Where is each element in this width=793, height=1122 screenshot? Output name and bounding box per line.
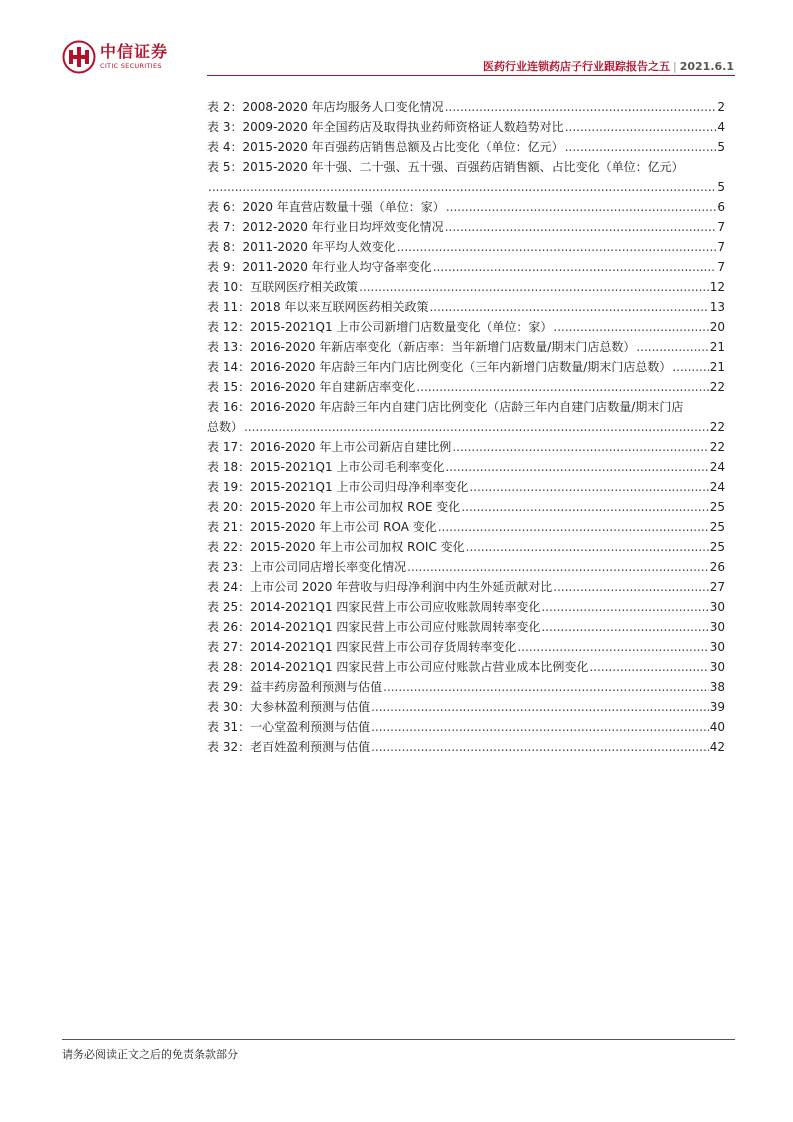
toc-entry-page: 5 — [717, 180, 725, 194]
toc-entry[interactable] — [207, 435, 725, 455]
toc-leader-dots — [359, 279, 709, 295]
toc-entry-label: 表 26：2014-2021Q1 四家民营上市公司应付账款周转率变化 — [207, 620, 541, 634]
toc-entry-label: 表 23：上市公司同店增长率变化情况 — [207, 560, 407, 574]
toc-leader-dots — [466, 539, 709, 555]
toc-leader-dots — [452, 439, 708, 455]
toc-leader-dots — [397, 239, 717, 255]
logo-english-name: CITIC SECURITIES — [100, 62, 162, 71]
toc-entry[interactable] — [207, 255, 725, 275]
toc-entry-label: 表 19：2015-2021Q1 上市公司归母净利率变化 — [207, 480, 469, 494]
toc-entry[interactable] — [207, 555, 725, 575]
toc-entry[interactable] — [207, 475, 725, 495]
toc-entry-page: 12 — [709, 280, 725, 294]
toc-entry[interactable] — [207, 635, 725, 655]
toc-entry[interactable] — [207, 595, 725, 615]
toc-leader-dots — [445, 459, 708, 475]
toc-entry-page: 25 — [709, 520, 725, 534]
toc-leader-dots — [371, 699, 709, 715]
toc-leader-dots — [541, 619, 708, 635]
header-divider — [207, 75, 735, 76]
toc-leader-dots — [553, 579, 708, 595]
toc-entry[interactable] — [207, 715, 725, 735]
toc-entry-page: 30 — [709, 620, 725, 634]
toc-leader-dots — [565, 139, 717, 155]
toc-entry[interactable] — [207, 215, 725, 235]
toc-entry-label: 表 20：2015-2020 年上市公司加权 ROE 变化 — [207, 500, 461, 514]
toc-leader-dots — [244, 419, 709, 435]
toc-entry-label: 表 3：2009-2020 年全国药店及取得执业药师资格证人数趋势对比 — [207, 120, 564, 134]
toc-entry[interactable] — [207, 375, 725, 395]
toc-entry[interactable] — [207, 115, 725, 135]
toc-entry[interactable] — [207, 95, 725, 115]
toc-entry-label: 表 8：2011-2020 年平均人效变化 — [207, 240, 396, 254]
toc-leader-dots — [371, 739, 709, 755]
toc-leader-dots — [636, 339, 708, 355]
toc-entry-page: 24 — [709, 480, 725, 494]
toc-entry[interactable] — [207, 735, 725, 755]
toc-entry-page: 30 — [709, 640, 725, 654]
toc-leader-dots — [371, 719, 709, 735]
toc-leader-dots — [446, 199, 717, 215]
toc-entry-page: 21 — [709, 340, 725, 354]
toc-entry-label: 表 22：2015-2020 年上市公司加权 ROIC 变化 — [207, 540, 465, 554]
toc-entry-page: 38 — [709, 680, 725, 694]
toc-entry[interactable] — [207, 675, 725, 695]
toc-entry[interactable] — [207, 615, 725, 635]
toc-entry-page: 20 — [709, 320, 725, 334]
toc-entry-page: 13 — [709, 300, 725, 314]
toc-leader-dots — [208, 179, 716, 195]
toc-entry-label: 表 5：2015-2020 年十强、二十强、五十强、百强药店销售额、占比变化（单位：亿元） — [207, 160, 684, 174]
toc-entry-page: 2 — [717, 100, 725, 114]
toc-entry-label: 表 21：2015-2020 年上市公司 ROA 变化 — [207, 520, 437, 534]
citic-logo — [62, 40, 168, 74]
toc-entry-page: 24 — [709, 460, 725, 474]
toc-entry-page: 25 — [709, 540, 725, 554]
toc-entry-page: 4 — [717, 120, 725, 134]
toc-entry-label: 表 29：益丰药房盈利预测与估值 — [207, 680, 383, 694]
footer-disclaimer: 请务必阅读正文之后的免责条款部分 — [62, 1048, 238, 1061]
toc-entry-label: 表 28：2014-2021Q1 四家民营上市公司应付账款占营业成本比例变化 — [207, 660, 589, 674]
report-title: 医药行业连锁药店子行业跟踪报告之五 — [483, 60, 670, 73]
toc-entry[interactable] — [207, 315, 725, 335]
toc-entry-label: 表 6：2020 年直营店数量十强（单位：家） — [207, 200, 445, 214]
toc-entry-label: 表 14：2016-2020 年店龄三年内门店比例变化（三年内新增门店数量/期末门店总数） — [207, 360, 672, 374]
logo-chinese-name: 中信证券 — [100, 42, 169, 62]
page-header — [62, 40, 734, 74]
toc-entry-page: 7 — [717, 220, 725, 234]
toc-entry[interactable] — [207, 395, 725, 435]
toc-entry-label: 表 11：2018 年以来互联网医药相关政策 — [207, 300, 429, 314]
toc-entry[interactable] — [207, 655, 725, 675]
toc-entry-label: 表 7：2012-2020 年行业日均坪效变化情况 — [207, 220, 444, 234]
header-separator: | — [673, 60, 677, 73]
toc-entry[interactable] — [207, 135, 725, 155]
toc-leader-dots — [672, 359, 708, 375]
toc-leader-dots — [433, 259, 717, 275]
toc-leader-dots — [407, 559, 709, 575]
table-of-tables — [207, 95, 725, 755]
toc-leader-dots — [553, 319, 708, 335]
toc-entry[interactable] — [207, 235, 725, 255]
toc-entry-label: 表 17：2016-2020 年上市公司新店自建比例 — [207, 440, 452, 454]
toc-entry-label: 表 18：2015-2021Q1 上市公司毛利率变化 — [207, 460, 445, 474]
report-header-info — [483, 58, 734, 74]
toc-entry-label: 表 27：2014-2021Q1 四家民营上市公司存货周转率变化 — [207, 640, 517, 654]
toc-leader-dots — [541, 599, 708, 615]
toc-entry-label: 表 32：老百姓盈利预测与估值 — [207, 740, 371, 754]
toc-entry[interactable] — [207, 495, 725, 515]
toc-entry-page: 39 — [709, 700, 725, 714]
footer-divider — [62, 1039, 735, 1040]
toc-entry-page: 26 — [709, 560, 725, 574]
toc-leader-dots — [469, 479, 708, 495]
toc-entry[interactable] — [207, 295, 725, 315]
toc-entry-label: 表 12：2015-2021Q1 上市公司新增门店数量变化（单位：家） — [207, 320, 553, 334]
toc-entry-label: 表 15：2016-2020 年自建新店率变化 — [207, 380, 416, 394]
toc-entry-label: 表 16：2016-2020 年店龄三年内自建门店比例变化（店龄三年内自建门店数量/期末门店 — [207, 400, 684, 414]
citic-logo-icon — [62, 40, 96, 74]
toc-leader-dots — [438, 519, 709, 535]
toc-entry-label: 表 13：2016-2020 年新店率变化（新店率：当年新增门店数量/期末门店总数） — [207, 340, 636, 354]
toc-entry-label: 表 4：2015-2020 年百强药店销售总额及占比变化（单位：亿元） — [207, 140, 564, 154]
toc-leader-dots — [589, 659, 708, 675]
toc-leader-dots — [445, 99, 717, 115]
toc-entry-label: 表 31：一心堂盈利预测与估值 — [207, 720, 371, 734]
toc-leader-dots — [565, 119, 717, 135]
toc-entry-page: 42 — [709, 740, 725, 754]
toc-entry-page: 21 — [709, 360, 725, 374]
toc-leader-dots — [383, 679, 709, 695]
toc-entry[interactable] — [207, 455, 725, 475]
toc-entry-label: 表 24：上市公司 2020 年营收与归母净利润中内生外延贡献对比 — [207, 580, 553, 594]
toc-entry-page: 7 — [717, 240, 725, 254]
toc-entry[interactable] — [207, 335, 725, 355]
toc-entry-page: 22 — [709, 380, 725, 394]
toc-entry-page: 22 — [709, 440, 725, 454]
toc-entry-label-continued: 总数） — [207, 420, 244, 434]
toc-leader-dots — [517, 639, 708, 655]
toc-leader-dots — [416, 379, 708, 395]
toc-entry-label: 表 9：2011-2020 年行业人均守备率变化 — [207, 260, 432, 274]
toc-entry-label: 表 25：2014-2021Q1 四家民营上市公司应收账款周转率变化 — [207, 600, 541, 614]
toc-entry[interactable] — [207, 695, 725, 715]
toc-leader-dots — [461, 499, 708, 515]
toc-entry-page: 7 — [717, 260, 725, 274]
toc-entry-page: 30 — [709, 600, 725, 614]
toc-entry[interactable] — [207, 155, 725, 195]
toc-entry-page: 27 — [709, 580, 725, 594]
toc-entry-label: 表 30：大参林盈利预测与估值 — [207, 700, 371, 714]
toc-entry[interactable] — [207, 575, 725, 595]
toc-leader-dots — [445, 219, 717, 235]
toc-entry-page: 40 — [709, 720, 725, 734]
toc-entry-label: 表 10：互联网医疗相关政策 — [207, 280, 359, 294]
toc-entry-page: 5 — [717, 140, 725, 154]
toc-entry-label: 表 2：2008-2020 年店均服务人口变化情况 — [207, 100, 444, 114]
toc-entry[interactable] — [207, 195, 725, 215]
toc-entry-page: 25 — [709, 500, 725, 514]
toc-entry[interactable] — [207, 535, 725, 555]
toc-entry[interactable] — [207, 355, 725, 375]
toc-leader-dots — [429, 299, 708, 315]
toc-entry[interactable] — [207, 275, 725, 295]
toc-entry-page: 6 — [717, 200, 725, 214]
toc-entry-page: 30 — [709, 660, 725, 674]
report-date: 2021.6.1 — [679, 60, 734, 73]
toc-entry[interactable] — [207, 515, 725, 535]
toc-entry-page: 22 — [709, 420, 725, 434]
